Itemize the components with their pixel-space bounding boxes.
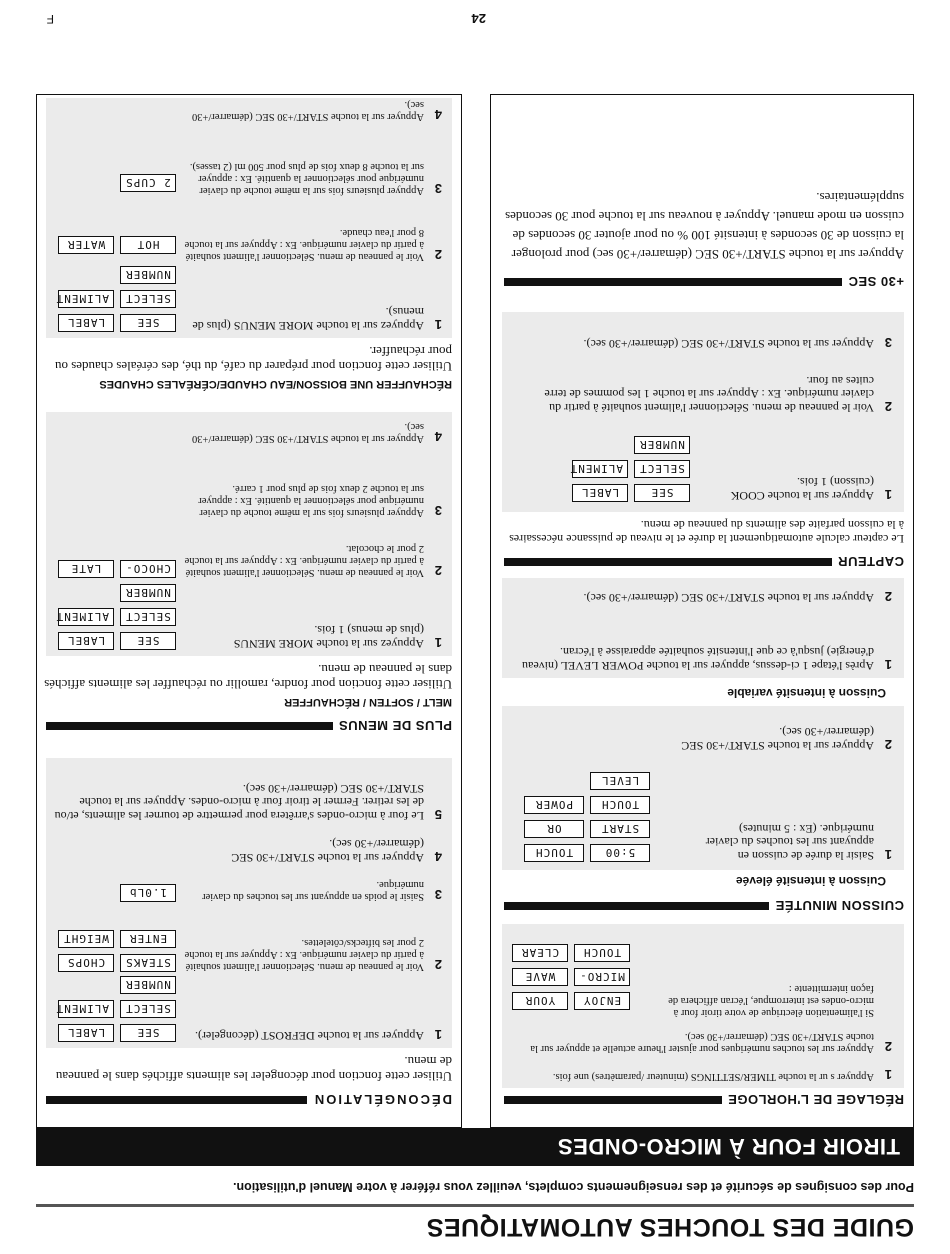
display-screen: TOUCH	[524, 844, 584, 862]
step-number: 2	[434, 247, 442, 262]
display-screen: WEIGHT	[58, 930, 114, 948]
step-number: 1	[884, 1067, 892, 1082]
banner-title: TIROIR FOUR À MICRO-ONDES	[557, 1134, 900, 1159]
step-number: 1	[884, 657, 892, 672]
step-number: 1	[884, 487, 892, 502]
display-screen: NUMBER	[120, 584, 176, 602]
defrost-step4: Appuyer sur la touche START/+30 SEC (démarrer/+30 sec).	[231, 837, 424, 865]
display-screen: CHOPS	[58, 954, 114, 972]
step-number: 3	[434, 887, 442, 902]
safety-note: Pour des consignes de sécurité et des renseignements complets, veuillez vous référer à votre Manuel d'utilisation.	[233, 1180, 914, 1194]
display-screen: POWER	[524, 796, 584, 814]
drink-intro: Utiliser cette fonction pour préparer du café, du thé, des céréales chaudes ou pour réchauffer.	[54, 344, 452, 374]
display-screen: TOUCH	[574, 944, 630, 962]
defrost-header	[46, 1092, 452, 1108]
timer-high-title: Cuisson à intensité élevée	[735, 874, 886, 888]
step-number: 2	[884, 399, 892, 414]
display-screen: ALIMENT	[58, 1000, 114, 1018]
display-screen: 2 CUPS	[120, 174, 176, 192]
sensor-step3: Appuyer sur la touche START/+30 SEC (démarrer/+30 sec).	[583, 337, 874, 351]
defrost-intro: Utiliser cette fonction pour décongeler les aliments affichés dans le panneau de menu.	[55, 1054, 452, 1084]
step-number: 3	[434, 181, 442, 196]
display-screen: CLEAR	[512, 944, 568, 962]
clock-step2b: Si l'alimentation électrique de votre tiroir four à micro-ondes est interrompue, l'écran affichera de façon intermittente :	[668, 983, 874, 1018]
display-screen: NUMBER	[120, 976, 176, 994]
display-screen: TOUCH	[590, 796, 650, 814]
display-screen: SELECT	[634, 460, 690, 478]
melt-title: MELT / SOFTEN / RÉCHAUFFER	[284, 696, 452, 708]
display-screen: OR	[524, 820, 584, 838]
page-number: 24	[471, 11, 486, 26]
display-screen: LATE	[58, 560, 114, 578]
display-screen: LABEL	[572, 484, 628, 502]
plus30-title: +30 SEC	[848, 274, 904, 290]
clock-title: RÉGLAGE DE L'HORLOGE	[727, 1092, 904, 1108]
step-number: 3	[884, 335, 892, 350]
display-screen: HOT	[120, 236, 176, 254]
melt-intro: Utiliser cette fonction pour fondre, ramollir ou réchauffer les aliments affichés dans le panneau de menu.	[44, 662, 452, 692]
sensor-step1: Appuyer sur la touche COOK (cuisson) 1 fois.	[730, 475, 874, 503]
display-screen: START	[590, 820, 650, 838]
defrost-step3: Saisir le poids en appuyant sur les touches du clavier numérique.	[202, 879, 424, 902]
display-screen: ALIMENT	[58, 290, 114, 308]
plus30-header	[504, 274, 904, 290]
display-screen: SEE	[120, 314, 176, 332]
display-screen: CHOCO-	[120, 560, 176, 578]
step-number: 4	[434, 429, 442, 444]
plus30-text: Appuyer sur la touche START/+30 SEC (démarrer/+30 sec) pour prolonger la cuisson de 30 secondes à intensité 100 % ou pour ajouter 30 secondes de cuisson en mode manuel. Appuyer à nouveau sur la touche pour 30 secondes supplémentaires.	[505, 190, 904, 262]
clock-step1: Appuyer s ur la touche TIMER/SETTINGS (minuteur /paramètres) une fois.	[552, 1071, 874, 1082]
melt-step3: Appuyer plusieurs fois sur la même touche du clavier numérique pour sélectionner la quantité. Ex : appuyer sur la touche 2 deux fois de plus pour 1 carré.	[198, 483, 424, 518]
display-screen: SEE	[120, 1024, 176, 1042]
display-screen: YOUR	[512, 992, 568, 1010]
title-rule	[36, 1204, 914, 1207]
banner	[36, 1128, 914, 1166]
timer-step1: Saisir la durée de cuisson en appuyant sur les touches du clavier numérique. (Ex : 5 minutes)	[705, 822, 874, 863]
timer-header	[504, 898, 904, 914]
timer-var-step1: Après l'étape 1 ci-dessus, appuyer sur la touche POWER LEVEL (niveau d'énergie) jusqu'à ce que l'intensité souhaitée apparaisse à l'écran.	[522, 645, 874, 673]
display-screen: ALIMENT	[58, 608, 114, 626]
defrost-step1: Appuyer sur la touche DEFROST (décongeler).	[194, 1029, 424, 1043]
drink-step4: Appuyer sur la touche START/+30 SEC (démarrer/+30 sec).	[192, 99, 424, 122]
step-number: 2	[434, 957, 442, 972]
display-screen: LABEL	[58, 1024, 114, 1042]
melt-step1: Appuyez sur la touche MORE MENUS (plus de menus) 1 fois.	[233, 623, 424, 651]
sensor-step2: Voir le panneau de menu. Sélectionner l'aliment souhaité à partir du clavier numérique. Ex : Appuyer sur la touche 1 les pommes de terre cuites au four.	[544, 374, 874, 415]
step-number: 1	[434, 635, 442, 650]
drink-title: RÉCHAUFFER UNE BOISSON/EAU CHAUDE/CÉRÉALES CHAUDES	[99, 378, 452, 390]
display-screen: LABEL	[58, 632, 114, 650]
page-title: GUIDE DES TOUCHES AUTOMATIQUES	[426, 1213, 914, 1241]
display-screen: 5:00	[590, 844, 650, 862]
defrost-title: DÉCONGÉLATION	[312, 1092, 452, 1108]
display-screen: STEAKS	[120, 954, 176, 972]
display-screen: LABEL	[58, 314, 114, 332]
drink-step3: Appuyer plusieurs fois sur la même touche du clavier numérique pour sélectionner la quantité. Ex : appuyer sur la touche 8 deux fois de plus pour 500 ml (2 tasses).	[189, 161, 424, 196]
display-screen: WAVE	[512, 968, 568, 986]
display-screen: SELECT	[120, 290, 176, 308]
sensor-header	[504, 554, 904, 570]
step-number: 3	[434, 503, 442, 518]
display-screen: 1.0Lb	[120, 884, 176, 902]
display-screen: SELECT	[120, 1000, 176, 1018]
step-number: 4	[434, 107, 442, 122]
display-screen: WATER	[58, 236, 114, 254]
defrost-step5: Le four à micro-ondes s'arrêtera pour permettre de tourner les aliments, et/ou de les retirer. Fermer le tiroir four à micro-ondes. Appuyer sur la touche START/+30 SEC (démarrer/+30 sec).	[54, 782, 424, 823]
defrost-step2: Voir le panneau de menu. Sélectionner l'aliment souhaité à partir du clavier numérique. Ex : Appuyer sur la touche 2 pour les biftecks/côtelettes.	[184, 937, 424, 972]
step-number: 1	[434, 1027, 442, 1042]
step-number: 1	[434, 317, 442, 332]
melt-step4: Appuyer sur la touche START/+30 SEC (démarrer/+30 sec).	[192, 421, 424, 444]
display-screen: LEVEL	[590, 772, 650, 790]
drink-step1: Appuyez sur la touche MORE MENUS (plus de menus).	[192, 305, 424, 333]
step-number: 1	[884, 847, 892, 862]
display-screen: NUMBER	[634, 436, 690, 454]
clock-header	[504, 1092, 904, 1108]
display-screen: ENTER	[120, 930, 176, 948]
step-number: 2	[884, 737, 892, 752]
clock-step2: Appuyer sur les touches numériques pour ajuster l'heure actuelle et appuyer sur la touche START/+30 SEC (démarrer/+30 sec).	[530, 1031, 874, 1054]
display-screen: SEE	[120, 632, 176, 650]
timer-var-step2: Appuyer sur la touche START/+30 SEC (démarrer/+30 sec).	[583, 591, 874, 605]
step-number: 2	[884, 589, 892, 604]
timer-var-title: Cuisson à intensité variable	[727, 686, 886, 700]
timer-step2: Appuyer sur la touche START/+30 SEC (démarrer/+30 sec).	[681, 725, 874, 753]
language-marker: F	[46, 12, 54, 26]
more-menus-header	[46, 718, 452, 734]
sensor-title: CAPTEUR	[837, 554, 904, 570]
display-screen: ENJOY	[574, 992, 630, 1010]
display-screen: SELECT	[120, 608, 176, 626]
melt-step2: Voir le panneau de menu. Sélectionner l'aliment souhaité à partir du clavier numérique. Ex : Appuyer sur la touche 2 pour le chocolat.	[184, 543, 424, 578]
display-screen: MICRO-	[574, 968, 630, 986]
drink-step2: Voir le panneau de menu. Sélectionner l'aliment souhaité à partir du clavier numérique. Ex : Appuyer sur la touche 8 pour l'eau chaude.	[184, 227, 424, 262]
step-number: 4	[434, 849, 442, 864]
more-menus-title: PLUS DE MENUS	[338, 718, 452, 734]
timer-title: CUISSON MINUTÉE	[775, 898, 904, 914]
display-screen: ALIMENT	[572, 460, 628, 478]
sensor-intro: Le capteur calcule automatiquement la durée et le niveau de puissance nécessaires à la cuisson parfaite des aliments du panneau de menu.	[509, 518, 904, 546]
step-number: 5	[434, 807, 442, 822]
step-number: 2	[434, 563, 442, 578]
display-screen: NUMBER	[120, 266, 176, 284]
display-screen: SEE	[634, 484, 690, 502]
step-number: 2	[884, 1039, 892, 1054]
